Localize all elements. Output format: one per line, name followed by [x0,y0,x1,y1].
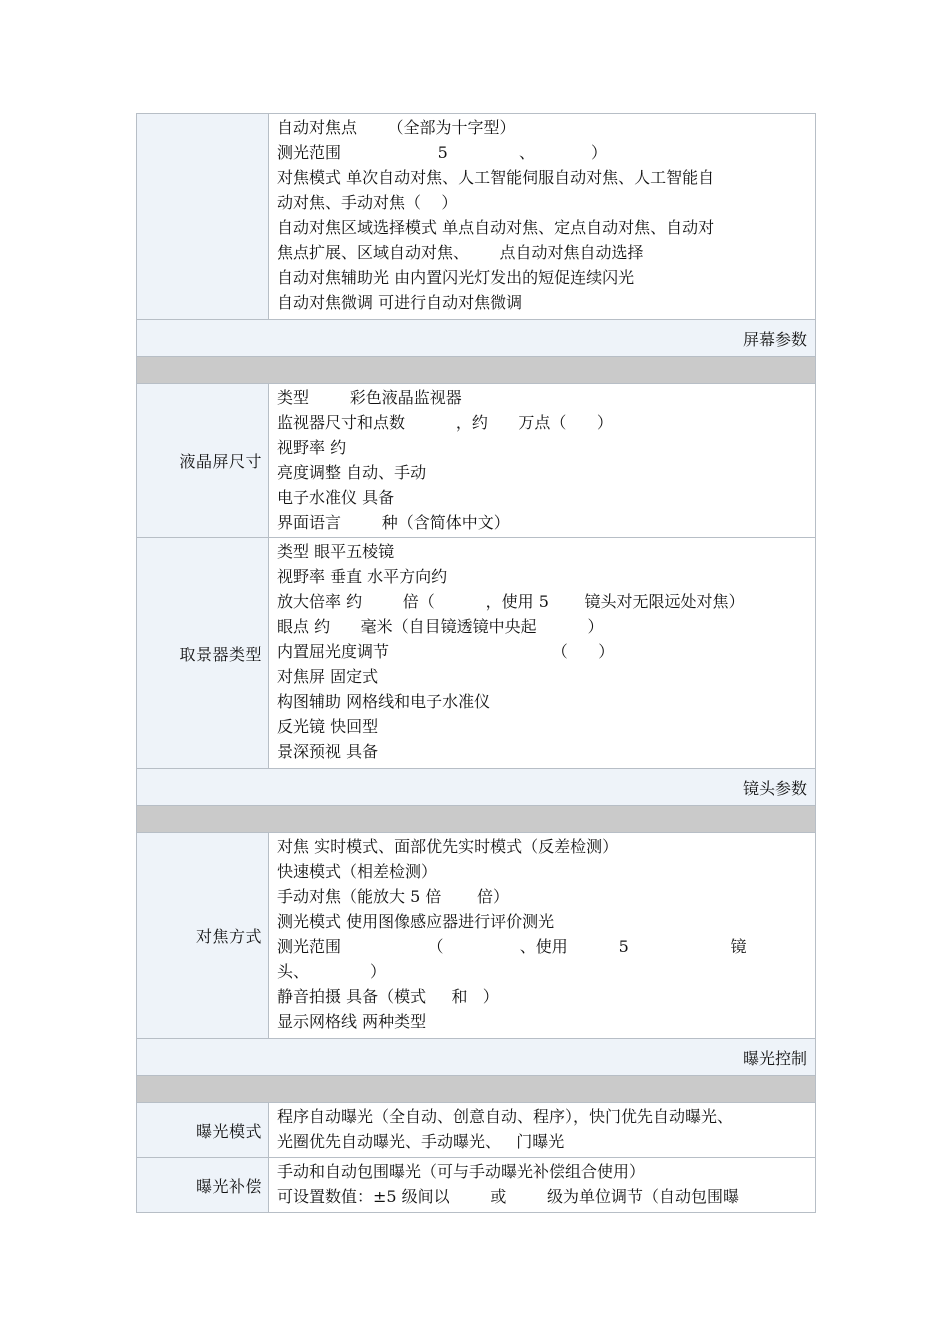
section-title-screen [137,319,815,356]
row-lcd-size [137,383,815,537]
section-title-exposure [137,1038,815,1075]
line: 快速模式（相差检测） [277,862,438,881]
line: 反光镜 快回型 [277,717,379,736]
line: 视野率 垂直 水平方向约 [277,567,448,586]
row-label: 取景器类型 [137,538,269,768]
line: 内置屈光度调节 （ ） [277,642,615,661]
row-label: 液晶屏尺寸 [137,384,269,537]
row-exposure-comp [137,1157,815,1212]
section-title: 镜头参数 [742,778,807,798]
line: 界面语言 种（含简体中文） [277,513,510,532]
line: 头、 ） [277,962,387,981]
line: 测光模式 使用图像感应器进行评价测光 [277,912,555,931]
line: 电子水准仪 具备 [277,488,395,507]
line: 亮度调整 自动、手动 [277,463,427,482]
line: 类型 眼平五棱镜 [277,542,395,561]
line: 自动对焦点 （全部为十字型） [277,118,516,137]
row-label: 对焦方式 [137,833,269,1038]
line: 眼点 约 毫米（自目镜透镜中央起 ） [277,617,604,636]
line: 静音拍摄 具备（模式 和 ） [277,987,499,1006]
line: 景深预视 具备 [277,742,379,761]
row-content [269,114,815,319]
row-content [269,1158,815,1212]
line: 焦点扩展、区域自动对焦、 点自动对焦自动选择 [277,243,644,262]
section-bar [137,805,815,832]
section-bar [137,356,815,383]
line: 对焦 实时模式、面部优先实时模式（反差检测） [277,837,619,856]
section-title: 屏幕参数 [742,329,807,349]
section-title: 曝光控制 [742,1048,807,1068]
line: 可设置数值：±5 级间以 或 级为单位调节（自动包围曝 [277,1187,740,1206]
line: 手动和自动包围曝光（可与手动曝光补偿组合使用） [277,1162,646,1181]
row-exposure-mode [137,1102,815,1157]
line: 放大倍率 约 倍（ ，使用 5 镜头对无限远处对焦） [277,592,745,611]
line: 动对焦、手动对焦（ ） [277,193,458,212]
row-label: 曝光模式 [137,1103,269,1157]
row-focus-method [137,832,815,1038]
section-title-lens [137,768,815,805]
line: 光圈优先自动曝光、手动曝光、 门曝光 [277,1132,565,1151]
line: 视野率 约 [277,438,347,457]
section-bar [137,1075,815,1102]
row-viewfinder [137,537,815,768]
line: 类型 彩色液晶监视器 [277,388,462,407]
row-label [137,114,269,319]
line: 测光范围 （ 、使用 5 镜 [277,937,747,956]
row-content [269,1103,815,1157]
line: 自动对焦区域选择模式 单点自动对焦、定点自动对焦、自动对 [277,218,715,237]
row-content [269,833,815,1038]
row-autofocus [137,113,815,319]
line: 对焦屏 固定式 [277,667,379,686]
line: 显示网格线 两种类型 [277,1012,427,1031]
line: 监视器尺寸和点数 ，约 万点（ ） [277,413,613,432]
line: 对焦模式 单次自动对焦、人工智能伺服自动对焦、人工智能自 [277,168,715,187]
line: 程序自动曝光（全自动、创意自动、程序），快门优先自动曝光、 [277,1107,734,1126]
line: 构图辅助 网格线和电子水准仪 [277,692,491,711]
line: 自动对焦微调 可进行自动对焦微调 [277,293,523,312]
row-content [269,538,815,768]
line: 手动对焦（能放大 5 倍 倍） [277,887,509,906]
line: 测光范围 5 、 ） [277,143,607,162]
line: 自动对焦辅助光 由内置闪光灯发出的短促连续闪光 [277,268,635,287]
row-content [269,384,815,537]
spec-table [136,113,816,1213]
row-label: 曝光补偿 [137,1158,269,1212]
